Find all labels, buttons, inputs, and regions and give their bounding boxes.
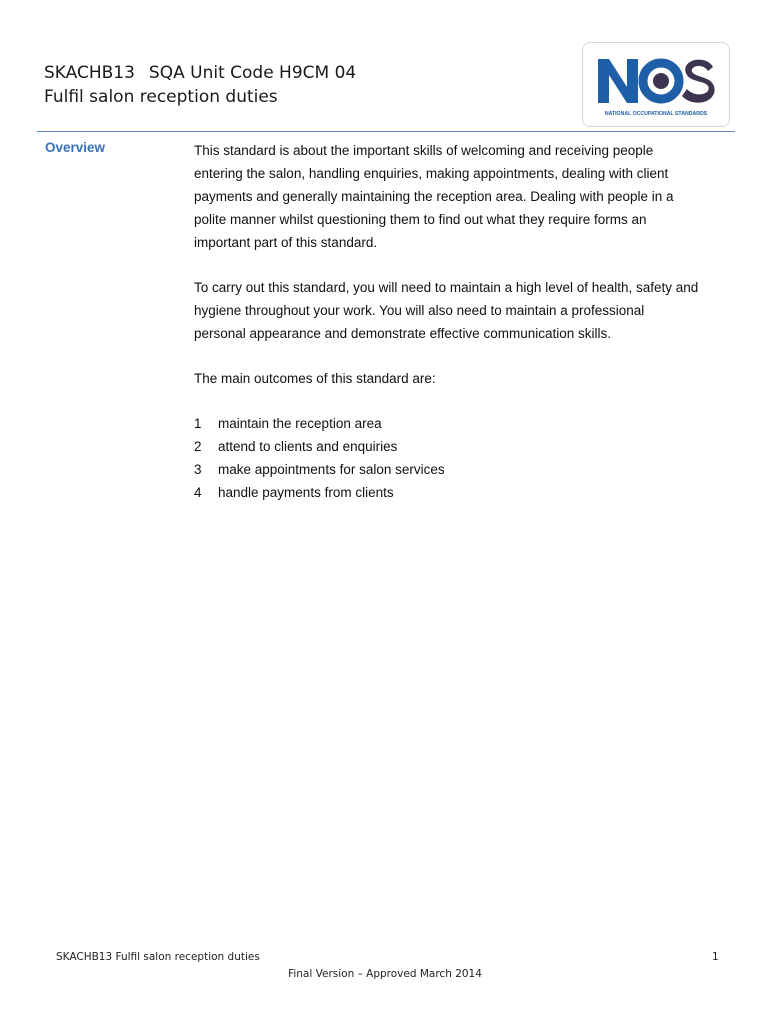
title-line-1 — [44, 61, 356, 85]
logo-letter-n — [598, 59, 638, 103]
nos-logo — [582, 42, 730, 127]
unit-code: SKACHB13 — [44, 63, 135, 83]
footer-page-number: 1 — [712, 951, 719, 963]
logo-subtitle: NATIONAL OCCUPATIONAL STANDARDS — [604, 111, 708, 117]
outcomes-intro: The main outcomes of this standard are: — [194, 371, 436, 386]
unit-title: Fulfil salon reception duties — [44, 87, 278, 107]
overview-content — [194, 139, 734, 504]
footer-document-name: SKACHB13 Fulfil salon reception duties — [56, 951, 260, 963]
footer-version: Final Version – Approved March 2014 — [288, 968, 482, 980]
logo-dot — [653, 73, 669, 89]
overview-paragraph-2: To carry out this standard, you will need to maintain a high level of health, safety and hygiene throughout your work. You will also need to maintain a professional personal appearance and demonstrate effective communication skills. — [194, 280, 699, 341]
section-label-overview: Overview — [45, 140, 106, 155]
list-item: 2 attend to clients and enquiries — [194, 439, 398, 454]
list-item: 3 make appointments for salon services — [194, 462, 445, 477]
sqa-code: SQA Unit Code H9CM 04 — [148, 63, 357, 83]
header-divider — [37, 131, 735, 132]
logo-letter-s — [682, 60, 715, 103]
outcomes-list — [194, 412, 734, 504]
document-title — [44, 61, 356, 109]
overview-paragraph-1: This standard is about the important skills of welcoming and receiving people entering the salon, handling enquiries, making appointments, dealing with client payments and generally maintaining the reception area. Dealing with people in a polite manner whilst questioning them to find out what they require forms an important part of this standard. — [194, 143, 674, 250]
list-item: 4 handle payments from clients — [194, 485, 394, 500]
nos-logo-graphic — [583, 43, 729, 126]
list-item: 1 maintain the reception area — [194, 416, 382, 431]
